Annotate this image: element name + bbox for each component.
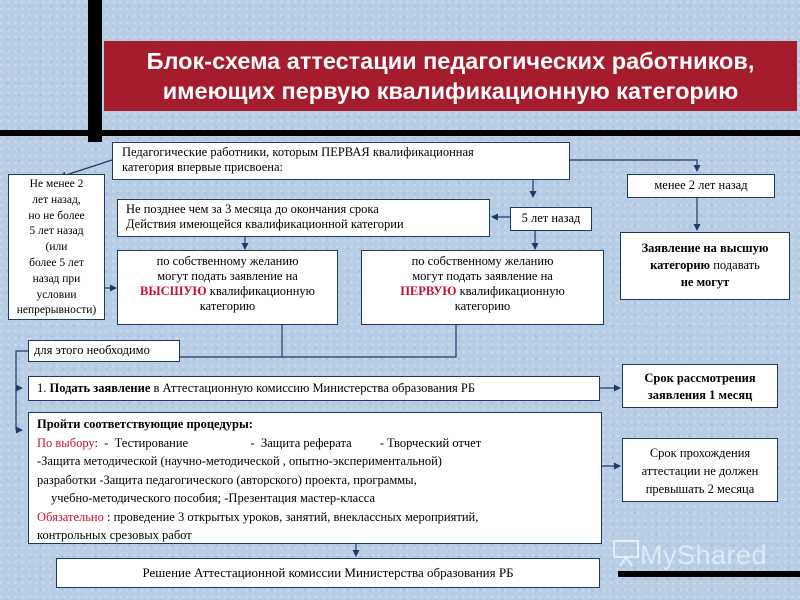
arrow-top-to-less-two [570, 160, 697, 171]
first-category-assigned-box [112, 142, 570, 180]
certification-duration-box [622, 438, 778, 502]
first-category-keyword: ПЕРВУЮ [400, 284, 457, 298]
cannot-apply-category-word: категорию [650, 258, 711, 272]
procedures-choice-line [37, 434, 601, 453]
requirements-box [28, 340, 180, 362]
deadline-box [117, 199, 490, 237]
procedures-mandatory-line [37, 508, 601, 527]
procedures-line-5: учебно-методического пособия; -Презентация мастер-класса [51, 491, 375, 505]
submit-application-box [28, 376, 600, 401]
review-period-line-1: Срок рассмотрения [644, 371, 756, 385]
cannot-apply-line-3: не могут [680, 275, 730, 289]
period-line-9: непрерывности) [16, 304, 97, 317]
first-option-line-2: могут подать заявление на [412, 269, 553, 283]
cannot-apply-line-1: Заявление на высшую [641, 241, 769, 255]
deadline-line-1: Не позднее чем за 3 месяца до окончания срока [126, 202, 379, 216]
procedures-box [28, 412, 602, 544]
top-stripe-horizontal [0, 130, 800, 136]
line-necessary-left [16, 351, 28, 388]
review-period-line-2: заявления 1 месяц [647, 388, 753, 402]
commission-decision-text: Решение Аттестационной комиссии Министерства образования РБ [142, 565, 514, 580]
first-category-line-1: Педагогические работники, которым ПЕРВАЯ квалификационная [122, 145, 474, 159]
apply-first-category-box [361, 250, 604, 325]
highest-option-line-4: категорию [199, 299, 256, 313]
highest-option-line-1: по собственному желанию [156, 254, 299, 268]
deadline-line-2: Действия имеющейся квалификационной категории [126, 217, 404, 231]
presentation-board-icon [612, 538, 640, 568]
highest-category-keyword: ВЫСШУЮ [140, 284, 207, 298]
cannot-apply-highest-box [620, 232, 790, 300]
title-line-1: Блок-схема аттестации педагогических работников, [146, 48, 755, 74]
procedures-line-3: -Защита методической (научно-методической , опытно-экспериментальной) [37, 454, 442, 468]
top-stripe-vertical [88, 0, 102, 142]
page-title [104, 41, 797, 111]
procedures-line-7: контрольных срезовых работ [37, 528, 192, 542]
first-option-qualification: квалификационную [456, 284, 565, 298]
procedures-choice-label: По выбору [37, 435, 95, 450]
highest-option-line-3 [118, 284, 337, 299]
first-option-line-3 [362, 284, 603, 299]
line-first-down [282, 325, 456, 357]
title-line-2: имеющих первую квалификационную категорию [162, 78, 739, 104]
period-line-2: лет назад, [32, 193, 81, 206]
period-line-1: Не менее 2 [29, 178, 84, 190]
highest-option-qualification: квалификационную [206, 284, 315, 298]
procedures-choice-items: : - Тестированиe - Защита реферата - Творческий отчет [94, 435, 482, 450]
line-apply-left [16, 388, 22, 430]
period-line-4: 5 лет назад [29, 225, 84, 238]
cannot-apply-line-2 [621, 257, 789, 274]
submit-application-number: 1. [37, 381, 50, 395]
less-than-two-years-text: менее 2 лет назад [654, 178, 748, 192]
watermark-text: MyShared [640, 540, 768, 570]
submit-application-bold: Подать заявление [49, 381, 151, 395]
procedures-mandatory-label: Обязательно [37, 509, 104, 524]
procedures-line-4: разработки -Защита педагогического (авторского) проекта, программы, [37, 472, 417, 487]
submit-application-rest: в Аттестационную комиссию Министерства образования РБ [150, 381, 476, 395]
duration-line-3: превышать 2 месяца [645, 482, 755, 496]
duration-line-2: аттестации не должен [641, 464, 759, 478]
first-option-line-1: по собственному желанию [411, 254, 554, 268]
requirements-text: для этого необходимо [34, 343, 150, 357]
two-to-five-years-box [8, 174, 105, 320]
period-line-5: (или [45, 241, 68, 254]
apply-highest-category-box [117, 250, 338, 325]
five-years-ago-text: 5 лет назад [521, 211, 581, 225]
period-line-3: но не более [28, 209, 85, 222]
duration-line-1: Срок прохождения [649, 446, 751, 460]
first-category-line-2: категория впервые присвоена: [122, 160, 284, 174]
first-option-line-4: категорию [454, 299, 511, 313]
procedures-mandatory-rest: : проведение 3 открытых уроков, занятий, внеклассных мероприятий, [103, 509, 479, 524]
period-line-8: условии [36, 288, 77, 301]
period-line-6: более 5 лет [29, 256, 84, 269]
line-high-down [180, 325, 282, 357]
review-period-box [622, 364, 778, 408]
cannot-apply-submit-word: подавать [710, 258, 760, 272]
watermark-logo [612, 538, 772, 572]
highest-option-line-2: могут подать заявление на [157, 269, 298, 283]
period-line-7: назад при [32, 272, 81, 285]
procedures-heading: Пройти соответствующие процедуры: [37, 417, 253, 431]
commission-decision-box [56, 558, 600, 588]
five-years-ago-box [510, 207, 592, 231]
less-than-two-years-box [627, 174, 775, 198]
